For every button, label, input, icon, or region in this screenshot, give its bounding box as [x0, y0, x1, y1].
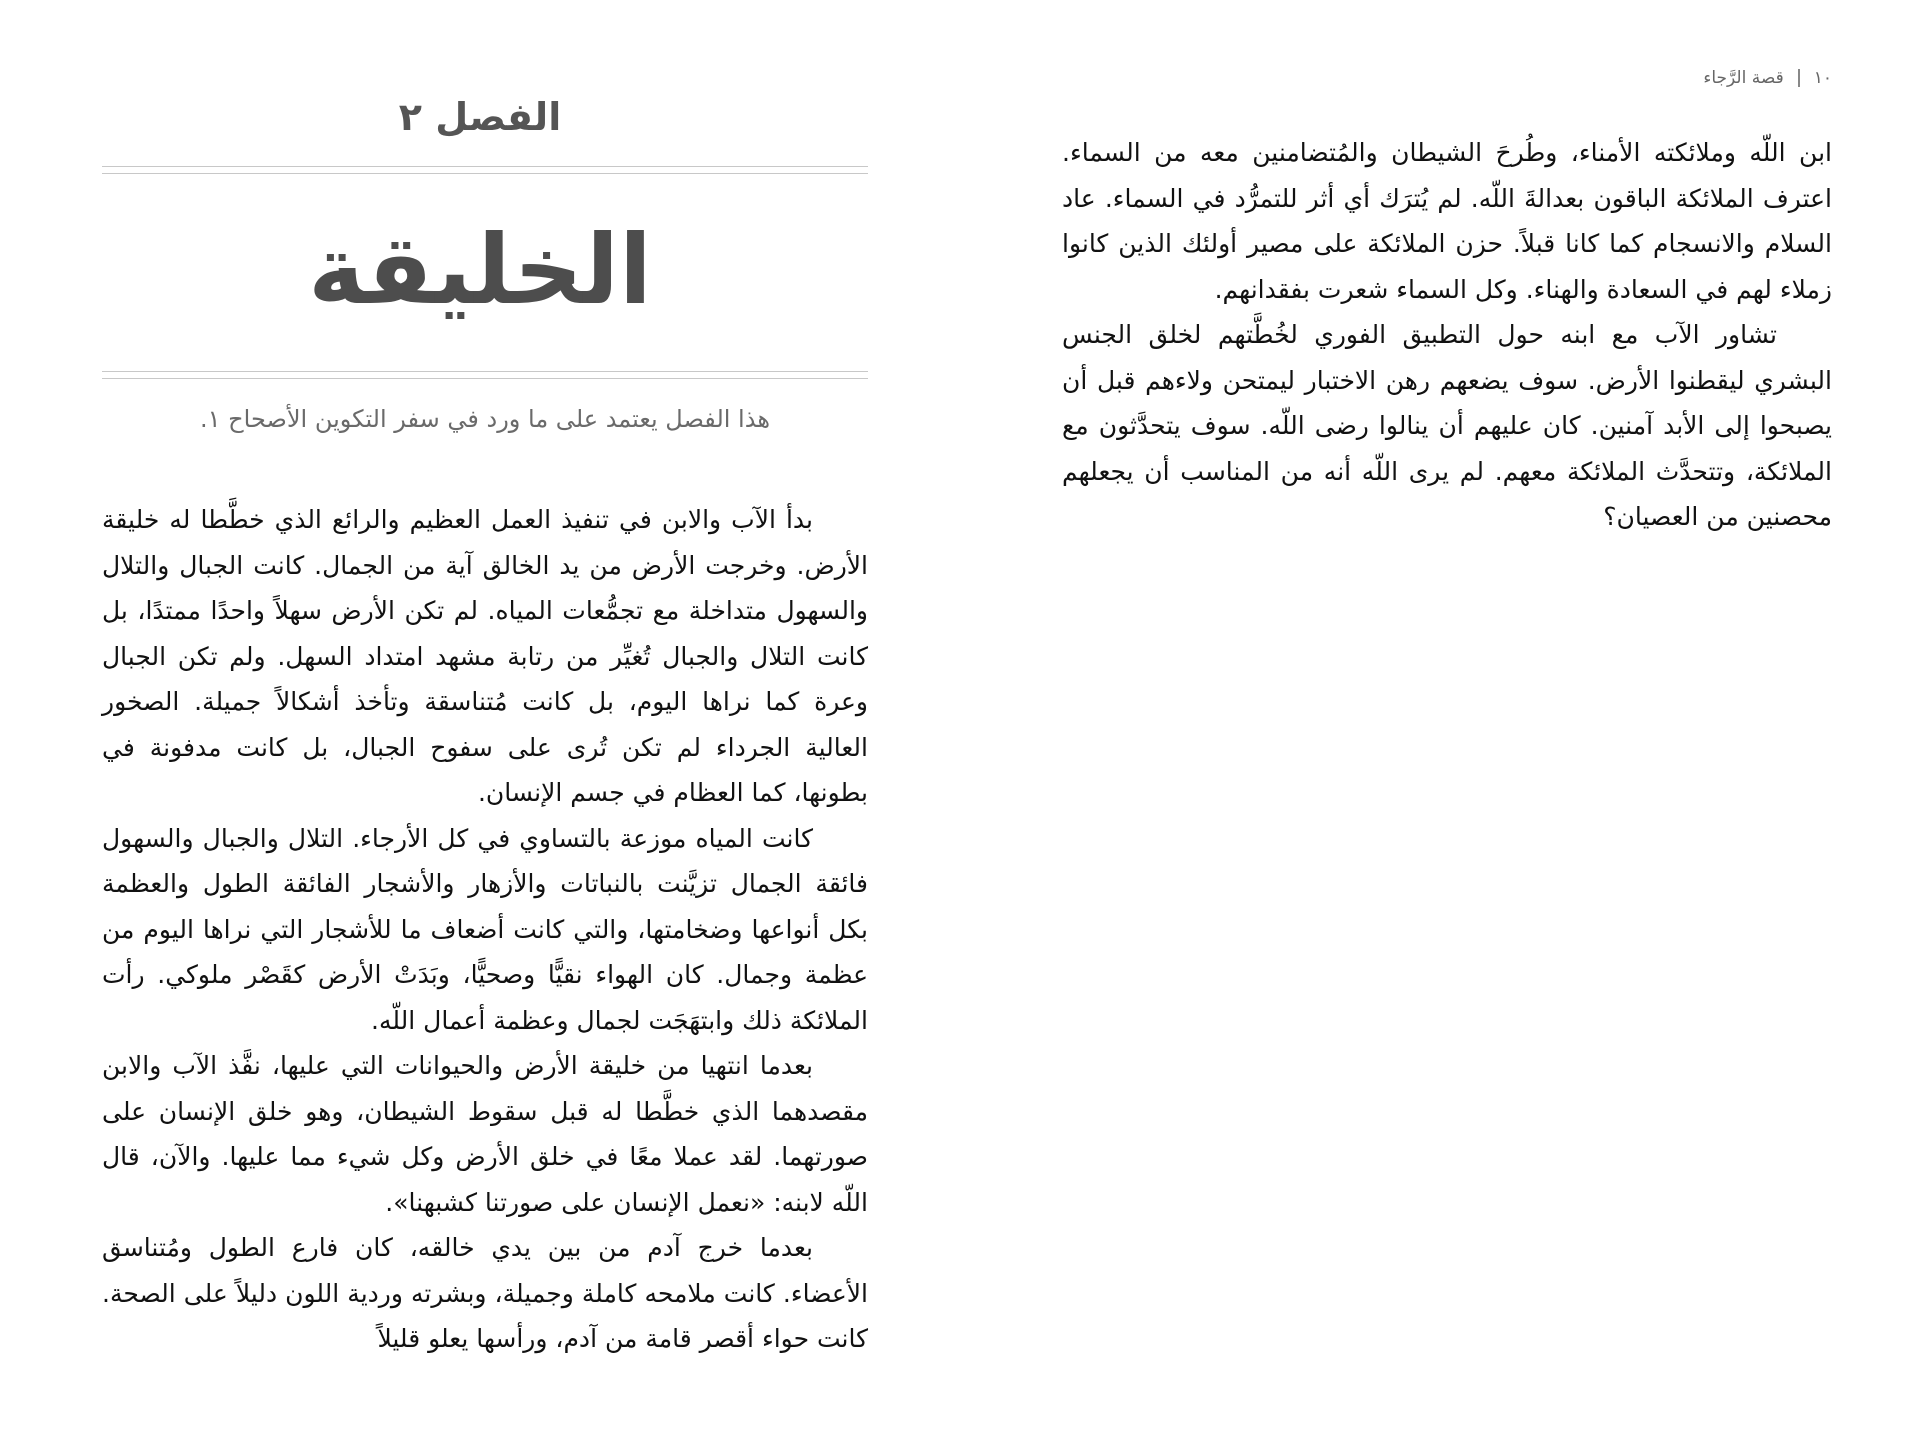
- paragraph: ابن اللّه وملائكته الأمناء، وطُرحَ الشيطان والمُتضامنين معه من السماء. اعترف الملائكة الباقون بعدالةَ اللّه. لم يُترَك أي أثر للتمرُّد في السماء. عاد السلام والانسجام كما كانا قبلاً. حزن الملائكة على مصير أولئك الذين كانوا زملاء لهم في السعادة والهناء. وكل السماء شعرت بفقدانهم.: [1062, 138, 1832, 304]
- right-page-body: [1062, 130, 1832, 540]
- paragraph: تشاور الآب مع ابنه حول التطبيق الفوري لخُطَّتهم لخلق الجنس البشري ليقطنوا الأرض. سوف يضعهم رهن الاختبار ليمتحن ولاءهم قبل أن يصبحوا إلى الأبد آمنين. كان عليهم أن ينالوا رضى اللّه. سوف يتحدَّثون مع الملائكة، وتتحدَّث الملائكة معهم. لم يرى اللّه أنه من المناسب أن يجعلهم محصنين من العصيان؟: [1062, 320, 1832, 531]
- header-divider: [1798, 69, 1800, 87]
- paragraph: بعدما خرج آدم من بين يدي خالقه، كان فارع الطول ومُتناسق الأعضاء. كانت ملامحه كاملة وجميلة، وبشرته وردية اللون دليلاً على الصحة. كانت حواء أقصر قامة من آدم، ورأسها يعلو قليلاً: [102, 1233, 868, 1353]
- page-number: ١٠: [1813, 68, 1832, 88]
- paragraph: بدأ الآب والابن في تنفيذ العمل العظيم والرائع الذي خطَّطا له خليقة الأرض. وخرجت الأرض من يد الخالق آية من الجمال. كانت الجبال والتلال والسهول متداخلة مع تجمُّعات المياه. لم تكن الأرض سهلاً واحدًا ممتدًا، بل كانت التلال والجبال تُغيِّر من رتابة مشهد امتداد السهل. ولم تكن الجبال وعرة كما نراها اليوم، بل كانت مُتناسقة وتأخذ أشكالاً جميلة. الصخور العالية الجرداء لم تكن تُرى على سفوح الجبال، بل كانت مدفونة في بطونها، كما العظام في جسم الإنسان.: [102, 505, 868, 807]
- chapter-divider-bottom: [102, 371, 868, 379]
- chapter-note: هذا الفصل يعتمد على ما ورد في سفر التكوين الأصحاح ١.: [200, 405, 770, 433]
- chapter-label: الفصل ٢: [398, 95, 562, 139]
- book-title: قصة الرَّجاء: [1703, 68, 1784, 88]
- paragraph: كانت المياه موزعة بالتساوي في كل الأرجاء. التلال والجبال والسهول فائقة الجمال تزيَّنت بالنباتات والأزهار والأشجار الفائقة الطول والعظمة بكل أنواعها وضخامتها، والتي كانت أضعاف ما للأشجار التي نراها اليوم من عظمة وجمال. كان الهواء نقيًّا وصحيًّا، وبَدَتْ الأرض كقَصْر ملوكي. رأت الملائكة ذلك وابتهَجَت لجمال وعظمة أعمال اللّه.: [102, 823, 868, 1035]
- paragraph: بعدما انتهيا من خليقة الأرض والحيوانات التي عليها، نفَّذ الآب والابن مقصدهما الذي خطَّطا له قبل سقوط الشيطان، وهو خلق الإنسان على صورتهما. لقد عملا معًا في خلق الأرض وكل شيء مما عليها. والآن، قال اللّه لابنه: «نعمل الإنسان على صورتنا كشبهنا».: [102, 1051, 868, 1217]
- chapter-title: الخليقة: [308, 214, 652, 326]
- right-page: [960, 0, 1920, 1440]
- running-header: [1703, 68, 1832, 88]
- left-page-body: [102, 497, 868, 1362]
- chapter-divider-top: [102, 166, 868, 174]
